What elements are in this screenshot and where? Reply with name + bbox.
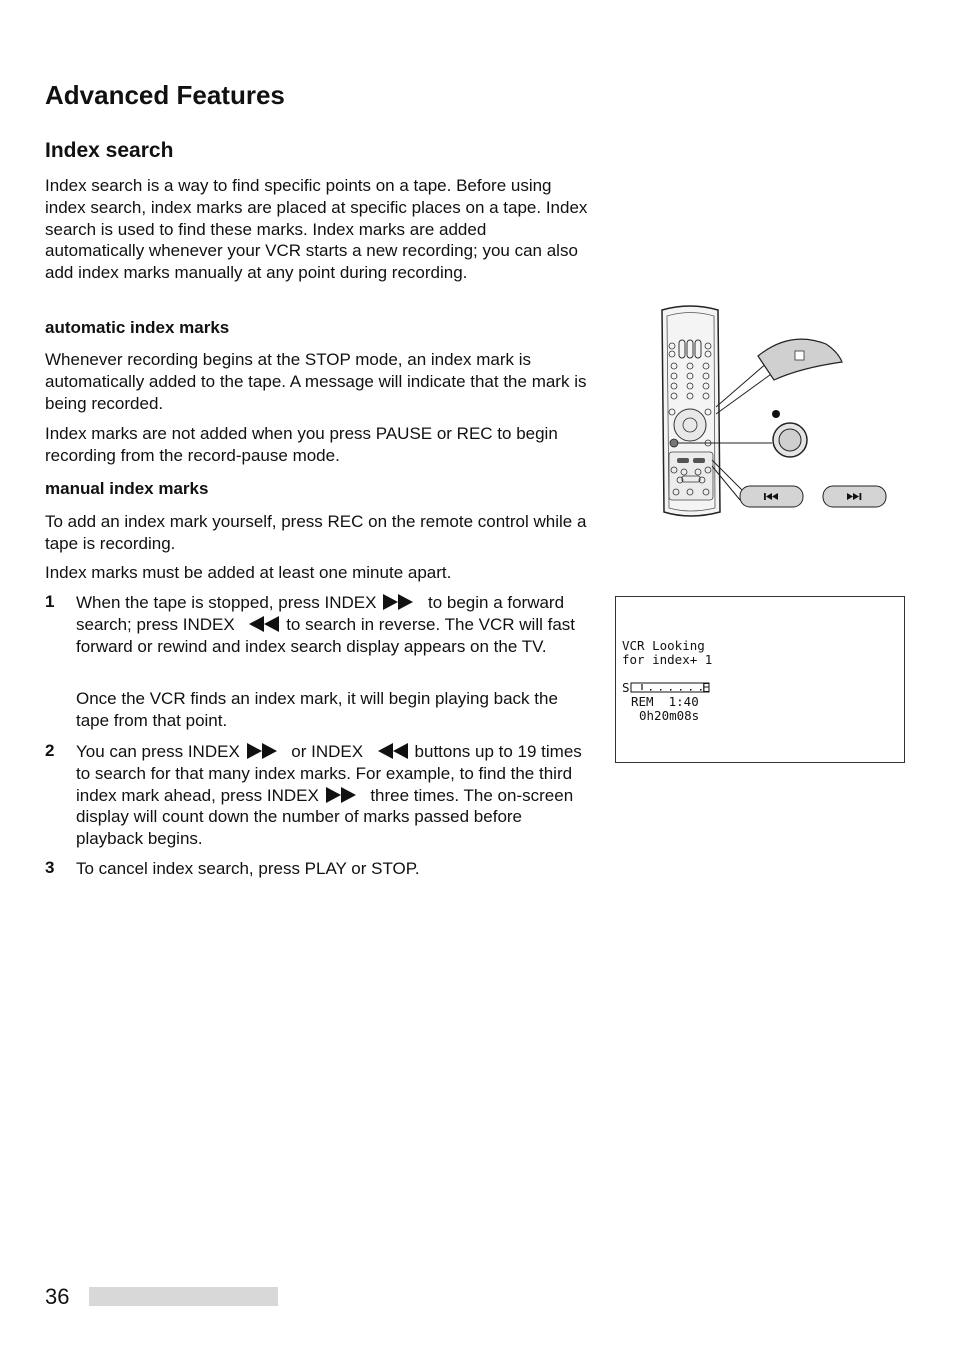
- step-number: 2: [45, 741, 55, 760]
- step-3-text: To cancel index search, press PLAY or STOP.: [76, 859, 420, 878]
- section-title: Index search: [45, 139, 174, 162]
- page-title: Advanced Features: [45, 80, 285, 110]
- remote-control-illustration: [650, 300, 900, 525]
- step-1-part-a: When the tape is stopped, press INDEX: [76, 593, 377, 612]
- automatic-marks-paragraph-1: Whenever recording begins at the STOP mode, an index mark is automatically added to the tape. A message will indicate that the mark is being recorded.: [45, 350, 587, 413]
- fast-forward-icon: [326, 785, 356, 807]
- rewind-icon: [378, 741, 408, 763]
- index-back-icon: [740, 486, 803, 507]
- osd-remaining: REM 1:40: [631, 694, 699, 709]
- step-2-part-c: buttons up to 19 times to search for that many index marks. For example, to find the third index mark ahead, press INDEX: [76, 742, 582, 805]
- index-forward-icon: [823, 486, 886, 507]
- on-screen-display: [615, 596, 905, 763]
- automatic-marks-heading: automatic index marks: [45, 318, 230, 337]
- osd-counter: 0h20m08s: [639, 708, 700, 723]
- remote-control-body: [662, 306, 720, 516]
- footer-bar: [89, 1287, 278, 1306]
- page-number: 36: [45, 1284, 70, 1309]
- rewind-icon: [249, 614, 279, 636]
- record-indicator-dot: [772, 410, 780, 418]
- manual-marks-paragraph-2: Index marks must be added at least one minute apart.: [45, 563, 452, 582]
- step-2-part-d: three times. The on-screen display will count down the number of marks passed before playback begins.: [76, 785, 574, 849]
- osd-line-1: VCR Looking: [622, 638, 705, 653]
- fast-forward-icon: [247, 741, 277, 763]
- osd-progress-start: S: [622, 680, 630, 695]
- step-number: 1: [45, 592, 55, 611]
- step-2-text: [76, 741, 591, 850]
- step-1-part-c: to search in reverse. The VCR will fast forward or rewind and index search display appears on the TV.: [76, 614, 575, 656]
- stop-button-icon: [758, 339, 842, 380]
- record-button-icon: [773, 423, 807, 457]
- osd-progress-end: E: [702, 680, 710, 695]
- step-2-part-b: or INDEX: [291, 742, 364, 761]
- fast-forward-icon: [383, 592, 413, 614]
- automatic-marks-paragraph-2: Index marks are not added when you press PAUSE or REC to begin recording from the record-pause mode.: [45, 424, 558, 465]
- step-number: 3: [45, 858, 55, 877]
- step-1-extra: Once the VCR finds an index mark, it will begin playing back the tape from that point.: [76, 689, 558, 730]
- manual-marks-paragraph-1: To add an index mark yourself, press REC on the remote control while a tape is recording.: [45, 512, 587, 553]
- manual-marks-heading: manual index marks: [45, 479, 209, 498]
- osd-progress-bar: [630, 682, 710, 694]
- intro-paragraph: Index search is a way to find specific points on a tape. Before using index search, index marks are placed at specific places on a tape. Index search is used to find these marks. Index marks are added automatically whenever your VCR starts a new recording; you can also add index marks manually at any point during recording.: [45, 176, 588, 283]
- step-2-part-a: You can press INDEX: [76, 742, 240, 761]
- osd-line-2: for index+ 1: [622, 652, 713, 667]
- step-1-text: [76, 592, 590, 657]
- step-1-part-b: to begin a forward search; press INDEX: [76, 593, 565, 634]
